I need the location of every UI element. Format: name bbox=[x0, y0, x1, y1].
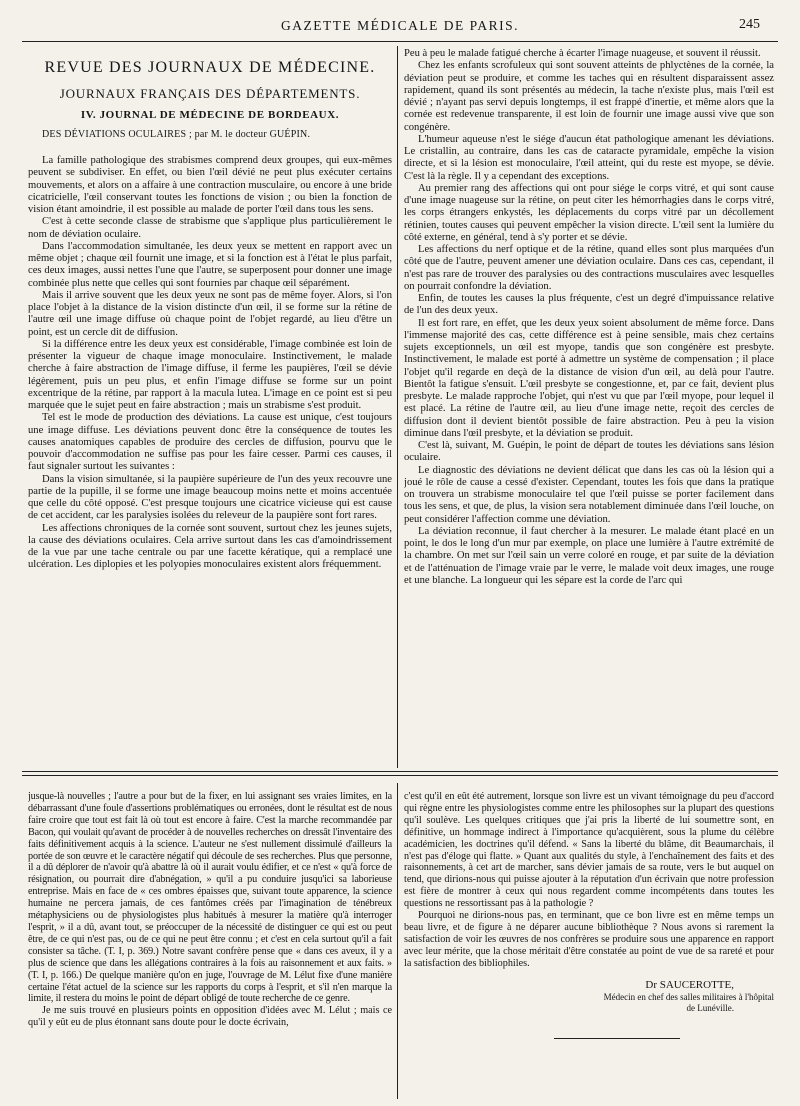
paragraph: Tel est le mode de production des déviations. La cause est unique, c'est toujours une image diffuse. Les déviations peuvent donc être la conséquence de toutes les causes anatomiques capables de produire des cercles de diffusion, pourvu que le pouvoir d'accommodation ne suffise pas pour les faire cesser. Parmi ces causes, il faut signaler surtout les suivantes : bbox=[28, 412, 392, 473]
lower-right-column bbox=[404, 791, 774, 1097]
paragraph: Pourquoi ne dirions-nous pas, en terminant, que ce bon livre est en même temps un beau livre, et de figure à ne déparer aucune bibliothèque ? Nous avons si rarement la satisfaction de voir les œuvres de nos confrères se produire sous une apparence en rapport avec leur mérite, que la chose méritait d'être constatée au point de vue de sa rareté et pour la satisfaction des bibliophiles. bbox=[404, 910, 774, 969]
paragraph: C'est à cette seconde classe de strabisme que s'applique plus particulièrement le nom de déviation oculaire. bbox=[28, 216, 392, 240]
paragraph: L'humeur aqueuse n'est le siége d'aucun état pathologique amenant les déviations. Le cristallin, au contraire, dans les cas de cataracte pyramidale, empêche la vision directe, et si la lésion est monoculaire, l'œil atteint, qui du reste est myope, se dévie. C'est là la règle. Il y a cependant des exceptions. bbox=[404, 133, 774, 182]
paragraph: Je me suis trouvé en plusieurs points en opposition d'idées avec M. Lélut ; mais ce qu'il y eût eu de plus étonnant sans doute pour le docte écrivain, bbox=[28, 1005, 392, 1029]
page-number: 245 bbox=[739, 17, 760, 32]
paragraph: La déviation reconnue, il faut chercher à la mesurer. Le malade étant placé en un point, le dos le long d'un mur par exemple, on place une lumière à l'autre extrémité de la chambre. On met sur l'œil sain un verre coloré en rouge, et par suite de la déviation et de l'atténuation de l'image vraie par le verre, le malade voit deux images, une rouge et une blanche. La longueur qui les sépare est la corde de l'arc qui bbox=[404, 525, 774, 586]
section-rule-bottom bbox=[22, 775, 778, 776]
paragraph: La famille pathologique des strabismes comprend deux groupes, qui eux-mêmes peuvent se subdiviser. En effet, ou bien l'œil dévié ne peut plus exécuter certains mouvements, et alors on a affaire à une contraction musculaire, ou encore à une bride cicatricielle, l'œil conservant toutes les fonctions de vision ; ou bien la fonction de vision étant amoindrie, il est possible au malade de porter l'œil dans tous les sens. bbox=[28, 155, 392, 215]
signature-affiliation: Médecin en chef des salles militaires à l'hôpital bbox=[603, 991, 774, 1002]
end-rule bbox=[554, 1038, 680, 1039]
column-divider bbox=[397, 46, 398, 768]
paragraph: Mais il arrive souvent que les deux yeux ne sont pas de même foyer. Alors, si l'on place l'objet à la distance de la vision distincte d'un œil, il se forme sur la rétine de l'autre œil une image diffuse où chaque point de l'objet regardé, au lieu d'être un point, est un cercle dit de diffusion. bbox=[28, 289, 392, 338]
signature-name: Dr SAUCEROTTE, bbox=[645, 978, 734, 991]
signature-affiliation: de Lunéville. bbox=[686, 1002, 734, 1013]
paragraph: Il est fort rare, en effet, que les deux yeux soient absolument de même force. Dans l'immense majorité des cas, cette différence est à peine sensible, mais chez certains sujets exceptionnels, un œil est myope, tandis que son congénère est presbyte. Instinctivement, le malade est porté à admettre un système de compensation ; il place l'objet qu'il regarde en deçà de la distance de vision d'un œil, au delà pour l'autre. Bientôt la fatigue s'ensuit. L'œil presbyte se congestionne, et, par ce fait, devient plus presbyte. Le malade rapproche l'objet, qui n'est vu que par l'œil myope, pour lequel il est placé. La rétine de l'autre œil, au lieu d'une image nette, reçoit des cercles de diffusion dont il devient bientôt possible de faire abstraction. Peu à peu la vision diminue dans l'œil presbyte, et la déviation se produit. bbox=[404, 317, 774, 439]
running-title: GAZETTE MÉDICALE DE PARIS. bbox=[281, 18, 519, 33]
header-rule bbox=[22, 41, 778, 42]
left-column bbox=[28, 50, 392, 766]
journal-heading: IV. JOURNAL DE MÉDECINE DE BORDEAUX. bbox=[80, 108, 340, 121]
lower-column-divider bbox=[397, 783, 398, 1099]
paragraph: Dans l'accommodation simultanée, les deux yeux se mettent en rapport avec un même objet ; chaque œil fournit une image, et si la fonction est à l'état le plus parfait, ces deux images, aussi nettes l'une que l'autre, se superposent pour donner une image combinée plus nette que celles qui sont fournies par chaque œil séparément. bbox=[28, 240, 392, 289]
paragraph: Les affections chroniques de la cornée sont souvent, surtout chez les jeunes sujets, la cause des déviations oculaires. Cela arrive surtout dans les cas d'amoindrissement de la vue par une tache centrale ou par une facette kératique, qui a remplacé une ulcération. Les diplopies et les polyopies monoculaires existent alors fréquemment. bbox=[28, 522, 392, 571]
review-subheading: JOURNAUX FRANÇAIS DES DÉPARTEMENTS. bbox=[59, 86, 361, 102]
review-heading: REVUE DES JOURNAUX DE MÉDECINE. bbox=[44, 59, 376, 76]
paragraph: jusque-là nouvelles ; l'autre a pour but de la fixer, en lui assignant ses vraies limites, en la débarrassant d'une foule d'assertions problématiques ou erronées, dont le résultat est de nous faire croire que tout est fait là où tout est encore à faire. C'est la marche recommandée par Bacon, qui voulait qu'avant de procéder à de nouvelles recherches on dressât l'inventaire des faits définitivement acquis à la science. L'auteur ne s'est nullement dissimulé d'ailleurs la portée de son œuvre et le caractère négatif qui découle de ses recherches. Plus que personne, il a dû déplorer de n'avoir qu'à abattre là où il aurait voulu édifier, et ce n'est « qu'à force de résignation, ou pourrait dire d'abnégation, » qu'il a pu conduire jusqu'ici sa laborieuse entreprise. Mais en face de « ces ombres épaisses que, suivant toute apparence, la science humaine ne percera jamais, de ces fantômes créés par l'imagination de ténébreux métaphysiciens ou de physiologistes plus habitués à mesurer la matière qu'à interroger l'esprit, » il a dû, avant tout, se préoccuper de la nécessité de distinguer ce qui est ou peut être, de ce qui n'est pas, ou de ce qui ne peut être connu ; et c'est en cela surtout qu'il a fait consister sa tâche. (T. I, p. 369.) Notre savant confrère pense que « dans ces aveux, il y a plus de science que dans les allégations contraires à la fois au raisonnement et aux faits. » (T. I, p. 166.) De quelque manière qu'on en juge, l'ouvrage de M. Lélut fixe d'une manière certaine l'état actuel de la science sur les rapports du corps à l'esprit, et s'il n'en marque la limite, il restera du moins le point de départ obligé de toute recherche de ce genre. bbox=[28, 791, 392, 1005]
paragraph: Chez les enfants scrofuleux qui sont souvent atteints de phlyctènes de la cornée, la déviation peut se produire, et comme les taches qui en résultent disparaissent assez rapidement, quand ils sont présentés au médecin, la tache n'existe plus, mais l'œil est dévié ; n'ayant pas servi depuis longtemps, il est frappé d'inertie, et même alors que la cornée est redevenue transparente, il est loin de fournir une image aussi vive que son congénère. bbox=[404, 60, 774, 133]
article-title: DES DÉVIATIONS OCULAIRES ; par M. le docteur GUÉPIN. bbox=[42, 128, 311, 140]
paragraph: C'est là, suivant, M. Guépin, le point de départ de toutes les déviations sans lésion oculaire. bbox=[404, 440, 774, 464]
paragraph: Peu à peu le malade fatigué cherche à écarter l'image nuageuse, et souvent il réussit. bbox=[404, 48, 761, 59]
running-header bbox=[0, 16, 800, 38]
paragraph: Les affections du nerf optique et de la rétine, quand elles sont plus marquées d'un côté que de l'autre, peuvent amener une déviation oculaire. Dans ces cas, cependant, il n'est pas rare de trouver des paralysies ou des contractions musculaires avec lesquelles on pourrait confondre la déviation. bbox=[404, 244, 774, 292]
paragraph: Si la différence entre les deux yeux est considérable, l'image combinée est loin de présenter la vigueur de chaque image monoculaire. Instinctivement, le malade cherche à faire abstraction de l'image diffuse, il ferme les paupières, l'œil se dévie légèrement, puis un peu plus, et enfin l'image diffuse se forme sur un point excentrique de la rétine, par rapport à la macula lutea. L'image en ce point est si peu marquée que le sujet peut en faire abstraction ; mais un strabisme s'est produit. bbox=[28, 338, 392, 411]
lower-left-column bbox=[28, 791, 392, 1097]
paragraph: Dans la vision simultanée, si la paupière supérieure de l'un des yeux recouvre une partie de la pupille, il se forme une image beaucoup moins nette et moins accentuée que celle du côté opposé. C'est presque toujours une cicatrice vicieuse qui est cause de cet accident, car les paralysies isolées du releveur de la paupière sont fort rares. bbox=[28, 473, 392, 522]
paragraph: Au premier rang des affections qui ont pour siége le corps vitré, et qui sont cause d'une image nuageuse sur la rétine, on peut citer les hémorrhagies dans le corps vitré, les corps étrangers enkystés, les déplacements du corps vitré par un décollement rétinien, toutes causes qui peuvent empêcher la vision directe. L'œil sent la lumière du côté externe, en général, tend à s'y porter et se dévie. bbox=[404, 182, 774, 243]
section-rule-top bbox=[22, 771, 778, 772]
paragraph: Le diagnostic des déviations ne devient délicat que dans les cas où la lésion qui a joué le rôle de cause a cessé d'exister. Cependant, toutes les fois que dans la pratique on trouvera un strabisme monoculaire tel que l'œil puisse se porter facilement dans tous les sens, et que, de plus, la vision sera notablement diminuée dans l'œil louche, on peut considérer l'affection comme une déviation. bbox=[404, 464, 774, 525]
paragraph: Enfin, de toutes les causes la plus fréquente, c'est un degré d'impuissance relative de l'un des deux yeux. bbox=[404, 293, 774, 317]
right-column bbox=[404, 48, 774, 766]
paragraph: c'est qu'il en eût été autrement, lorsque son livre est un vivant témoignage du peu d'accord qui règne entre les physiologistes comme entre les philosophes sur la plupart des questions qu'il soulève. Les quelques critiques que j'ai pris la liberté de lui soumettre sont, en définitive, un hommage indirect à l'importance qu'acquièrent, sous la plume du célèbre académicien, les doctrines qu'il défend. « Sans la liberté du blâme, dit Beaumarchais, il n'est pas d'éloge qui flatte. » Quant aux qualités du style, à l'enchaînement des faits et des raisonnements, à cet art de marcher, sans dévier jamais de sa route, vers le but auquel on tend, que dirions-nous qui puisse ajouter à la réputation d'un écrivain que notre profession est fière de montrer à ceux qui nous regardent comme incompétents dans toutes les questions ne ressortissant pas à la pathologie ? bbox=[404, 791, 774, 910]
